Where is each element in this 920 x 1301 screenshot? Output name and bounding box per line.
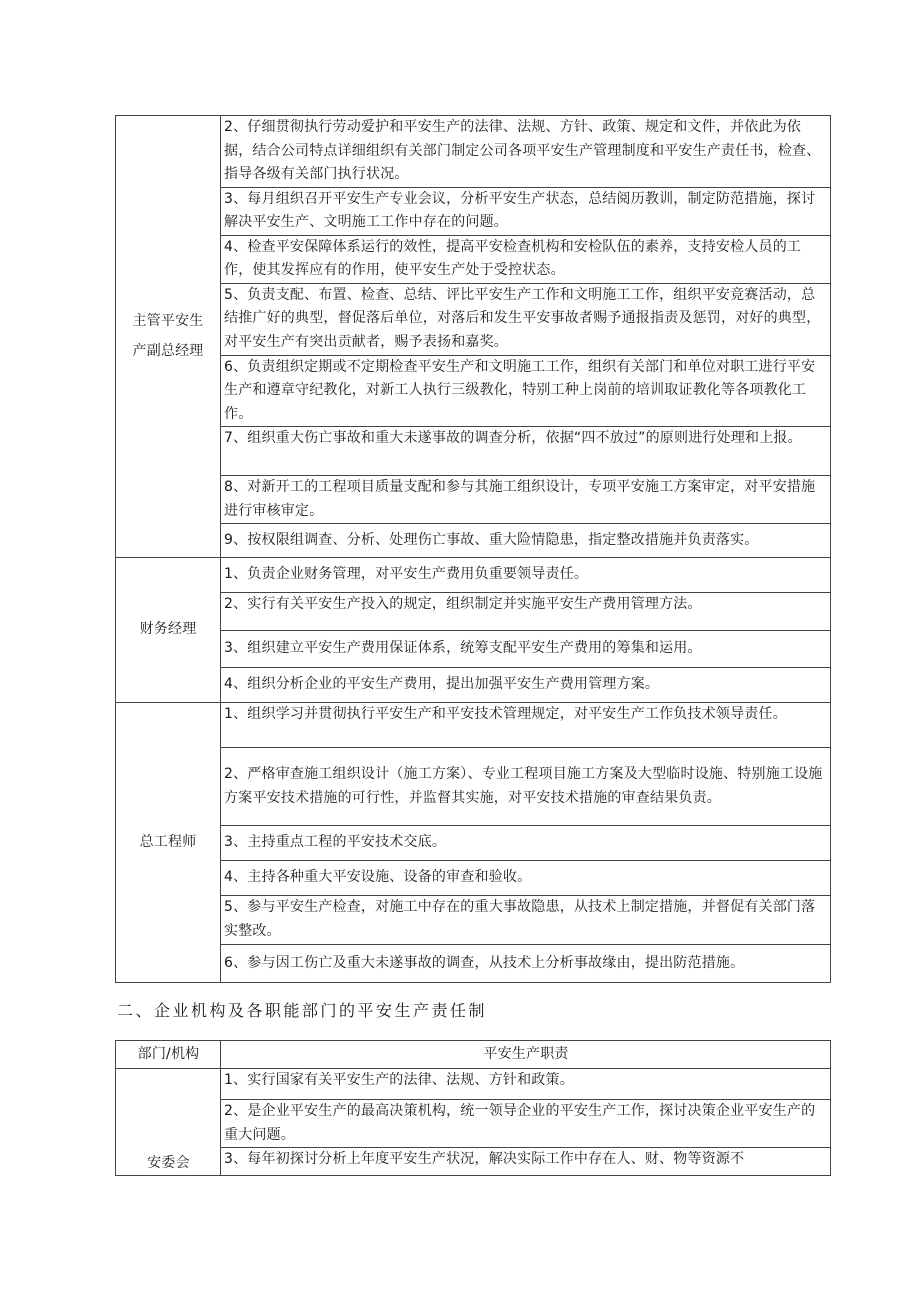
table-row: [116, 283, 831, 355]
duty-cell: 2、实行有关平安生产投入的规定，组织制定并实施平安生产费用管理方法。: [221, 593, 831, 631]
table-row: [116, 558, 831, 593]
section-title: 二、企业机构及各职能部门的平安生产责任制: [117, 1001, 488, 1020]
duty-cell: 5、负责支配、布置、检查、总结、评比平安生产工作和文明施工工作，组织平安竞赛活动，总结推广好的典型，督促落后单位，对落后和发生平安事故者赐予通报指责及惩罚，对好的典型，对平安生产有突出贡献者，赐予表扬和嘉奖。: [221, 283, 831, 355]
duty-cell: 2、严格审查施工组织设计（施工方案）、专业工程项目施工方案及大型临时设施、特别施工设施方案平安技术措施的可行性，并监督其实施，对平安技术措施的审查结果负责。: [221, 748, 831, 826]
table-row: [116, 427, 831, 476]
duty-cell: 7、组织重大伤亡事故和重大未遂事故的调查分析，依据“四不放过”的原则进行处理和上报。: [221, 427, 831, 476]
role-cell-finance-manager: 财务经理: [116, 558, 221, 703]
table-row: [116, 355, 831, 427]
table-row: [116, 748, 831, 826]
duty-cell: 3、主持重点工程的平安技术交底。: [221, 826, 831, 861]
table-row: [116, 1069, 831, 1100]
duty-cell: 3、每月组织召开平安生产专业会议，分析平安生产状态，总结阅历教训，制定防范措施，探讨解决平安生产、文明施工工作中存在的问题。: [221, 187, 831, 235]
table-row: [116, 826, 831, 861]
table-row: [116, 476, 831, 524]
table-row: [116, 235, 831, 283]
duty-cell: 1、组织学习并贯彻执行平安生产和平安技术管理规定，对平安生产工作负技术领导责任。: [221, 703, 831, 748]
duty-cell: 4、检查平安保障体系运行的效性，提高平安检查机构和安检队伍的素养，支持安检人员的工作，使其发挥应有的作用，使平安生产处于受控状态。: [221, 235, 831, 283]
role-cell-safety-committee: 安委会: [116, 1069, 221, 1176]
table-row: [116, 631, 831, 668]
duty-cell: 6、参与因工伤亡及重大未遂事故的调查，从技术上分析事故缘由，提出防范措施。: [221, 945, 831, 983]
responsibility-table-1: [115, 115, 831, 983]
duty-cell: 1、实行国家有关平安生产的法律、法规、方针和政策。: [221, 1069, 831, 1100]
table-row: [116, 524, 831, 558]
duty-cell: 4、组织分析企业的平安生产费用，提出加强平安生产费用管理方案。: [221, 668, 831, 703]
table-row: [116, 703, 831, 748]
role-line: 主管平安生: [132, 313, 204, 329]
responsibility-table-2: [115, 1040, 831, 1176]
table-row: [116, 187, 831, 235]
header-department: 部门/机构: [116, 1041, 221, 1069]
table-row: [116, 945, 831, 983]
duty-cell: 3、组织建立平安生产费用保证体系，统筹支配平安生产费用的筹集和运用。: [221, 631, 831, 668]
duty-cell: 5、参与平安生产检查，对施工中存在的重大事故隐患，从技术上制定措施，并督促有关部门落实整改。: [221, 896, 831, 945]
role-cell-deputy-gm: [116, 116, 221, 558]
duty-cell: 2、仔细贯彻执行劳动爱护和平安生产的法律、法规、方针、政策、规定和文件，并依此为依据，结合公司特点详细组织有关部门制定公司各项平安生产管理制度和平安生产责任书，检查、指导各级有关部门执行状况。: [221, 116, 831, 188]
duty-cell: 2、是企业平安生产的最高决策机构，统一领导企业的平安生产工作，探讨决策企业平安生产的重大问题。: [221, 1100, 831, 1148]
table-row: [116, 668, 831, 703]
table-row: [116, 1148, 831, 1176]
duty-cell: 8、对新开工的工程项目质量支配和参与其施工组织设计，专项平安施工方案审定，对平安措施进行审核审定。: [221, 476, 831, 524]
table-row: [116, 116, 831, 188]
duty-cell: 4、主持各种重大平安设施、设备的审查和验收。: [221, 861, 831, 896]
table-row: [116, 896, 831, 945]
header-duties: 平安生产职责: [221, 1041, 831, 1069]
duty-cell: 9、按权限组调查、分析、处理伤亡事故、重大险情隐患，指定整改措施并负责落实。: [221, 524, 831, 558]
table-row: [116, 1100, 831, 1148]
role-cell-chief-engineer: 总工程师: [116, 703, 221, 983]
duty-cell: 1、负责企业财务管理，对平安生产费用负重要领导责任。: [221, 558, 831, 593]
duty-cell: 3、每年初探讨分析上年度平安生产状况，解决实际工作中存在人、财、物等资源不: [221, 1148, 831, 1176]
role-line: 产副总经理: [132, 342, 204, 359]
table-header-row: [116, 1041, 831, 1069]
table-row: [116, 593, 831, 631]
duty-cell: 6、负责组织定期或不定期检查平安生产和文明施工工作，组织有关部门和单位对职工进行平安生产和遵章守纪教化，对新工人执行三级教化，特别工种上岗前的培训取证教化等各项教化工作。: [221, 355, 831, 427]
table-row: [116, 861, 831, 896]
